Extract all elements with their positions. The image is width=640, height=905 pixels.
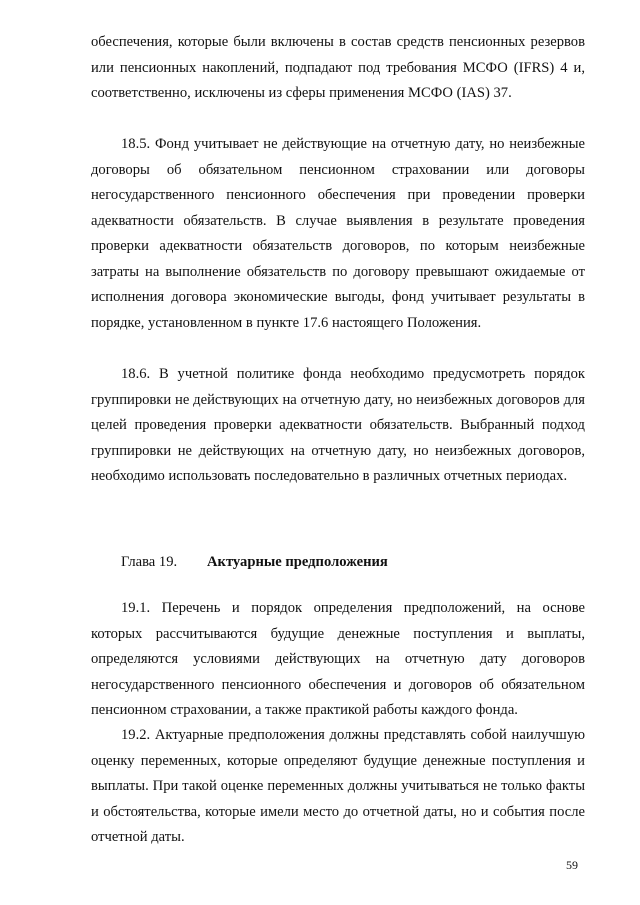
chapter-heading [121, 550, 388, 575]
page-number: 59 [566, 858, 578, 872]
paragraph-19-2: 19.2. Актуарные предположения должны представлять собой наилучшую оценку переменных, которые определяют будущие денежные поступления и выплаты. При такой оценке переменных должны учитываться не только факты и обстоятельства, которые имели место до отчетной даты, но и события после отчетной даты. [91, 727, 585, 845]
paragraph-18-5: 18.5. Фонд учитывает не действующие на отчетную дату, но неизбежные договоры об обязательном пенсионном страховании или договоры негосударственного пенсионного обеспечения при проведении проверки адекватности обязательств. В случае выявления в результате проведения проверки адекватности обязательств договоров, по которым неизбежные затраты на выполнение обязательств по договору превышают ожидаемые от исполнения договора экономические выгоды, фонд учитывает результаты в порядке, установленном в пункте 17.6 настоящего Положения. [91, 136, 585, 331]
chapter-number: Глава 19. [121, 554, 178, 570]
paragraph-19-1: 19.1. Перечень и порядок определения предположений, на основе которых рассчитываются будущие денежные поступления и выплаты, определяются условиями действующих на отчетную дату договоров негосударственного пенсионного обеспечения и договоров об обязательном пенсионном страховании, а также практикой работы каждого фонда. [91, 600, 585, 718]
paragraph-continuation: обеспечения, которые были включены в состав средств пенсионных резервов или пенсионных накоплений, подпадают под требования МСФО (IFRS) 4 и, соответственно, исключены из сферы применения МСФО (IAS) 37. [91, 34, 585, 101]
chapter-title: Актуарные предположения [207, 554, 388, 570]
paragraph-18-6: 18.6. В учетной политике фонда необходимо предусмотреть порядок группировки не действующих на отчетную дату, но неизбежных договоров для целей проведения проверки адекватности обязательств. Выбранный подход группировки не действующих на отчетную дату, но неизбежных договоров, необходимо использовать последовательно в различных отчетных периодах. [91, 366, 585, 484]
